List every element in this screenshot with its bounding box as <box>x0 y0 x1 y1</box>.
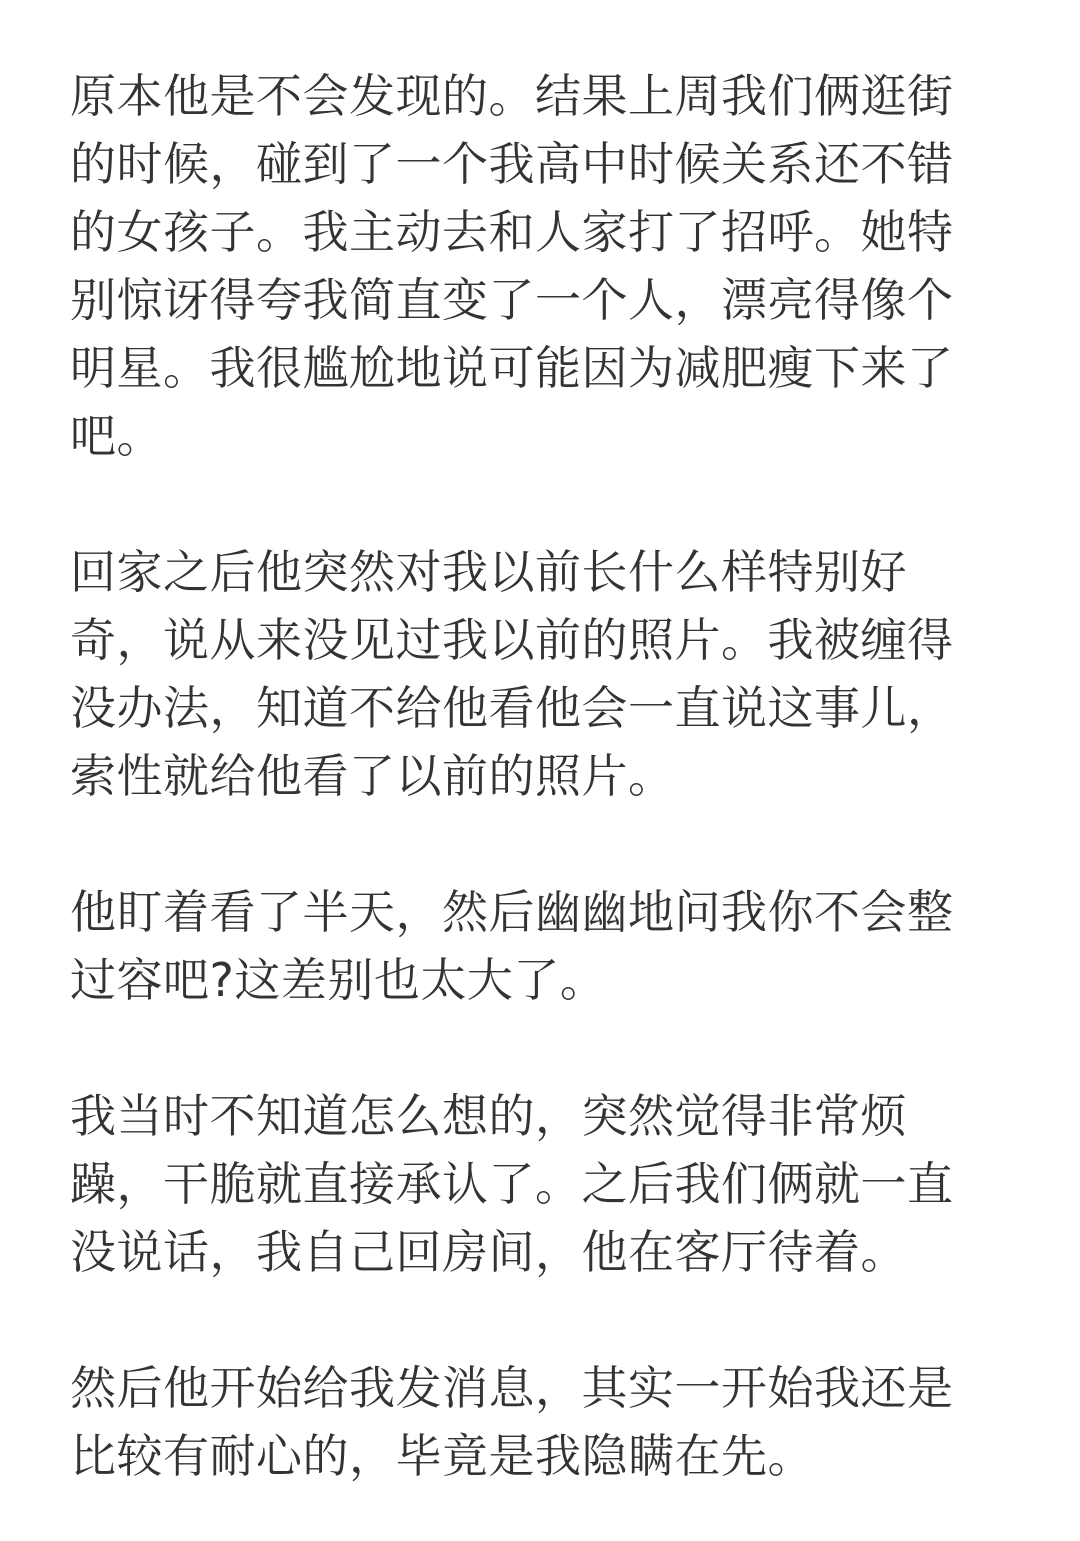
text-line: 没办法，知道不给他看他会一直说这事儿， <box>70 681 954 735</box>
text-line: 我当时不知道怎么想的，突然觉得非常烦 <box>70 1089 907 1143</box>
text-line: 奇，说从来没见过我以前的照片。我被缠得 <box>70 613 954 667</box>
paragraph-5 <box>70 1354 1000 1490</box>
text-line: 没说话，我自己回房间，他在客厅待着。 <box>70 1225 907 1279</box>
text-line: 别惊讶得夸我简直变了一个人，漂亮得像个 <box>70 273 954 327</box>
text-line: 比较有耐心的，毕竟是我隐瞒在先。 <box>70 1429 814 1483</box>
paragraph-3 <box>70 878 1000 1014</box>
paragraph-1 <box>70 62 1000 470</box>
text-line: 的时候，碰到了一个我高中时候关系还不错 <box>70 137 954 191</box>
text-line: 原本他是不会发现的。结果上周我们俩逛街 <box>70 69 954 123</box>
text-line: 他盯着看了半天，然后幽幽地问我你不会整 <box>70 885 954 939</box>
article-body <box>70 62 1000 1490</box>
text-line: 索性就给他看了以前的照片。 <box>70 749 675 803</box>
paragraph-2 <box>70 538 1000 810</box>
paragraph-4 <box>70 1082 1000 1286</box>
text-line: 然后他开始给我发消息，其实一开始我还是 <box>70 1361 954 1415</box>
text-line: 明星。我很尴尬地说可能因为减肥瘦下来了 <box>70 341 954 395</box>
text-line: 躁，干脆就直接承认了。之后我们俩就一直 <box>70 1157 954 1211</box>
text-line: 吧。 <box>70 409 163 463</box>
text-line: 过容吧?这差别也太大了。 <box>70 953 607 1007</box>
text-line: 的女孩子。我主动去和人家打了招呼。她特 <box>70 205 954 259</box>
text-line: 回家之后他突然对我以前长什么样特别好 <box>70 545 907 599</box>
